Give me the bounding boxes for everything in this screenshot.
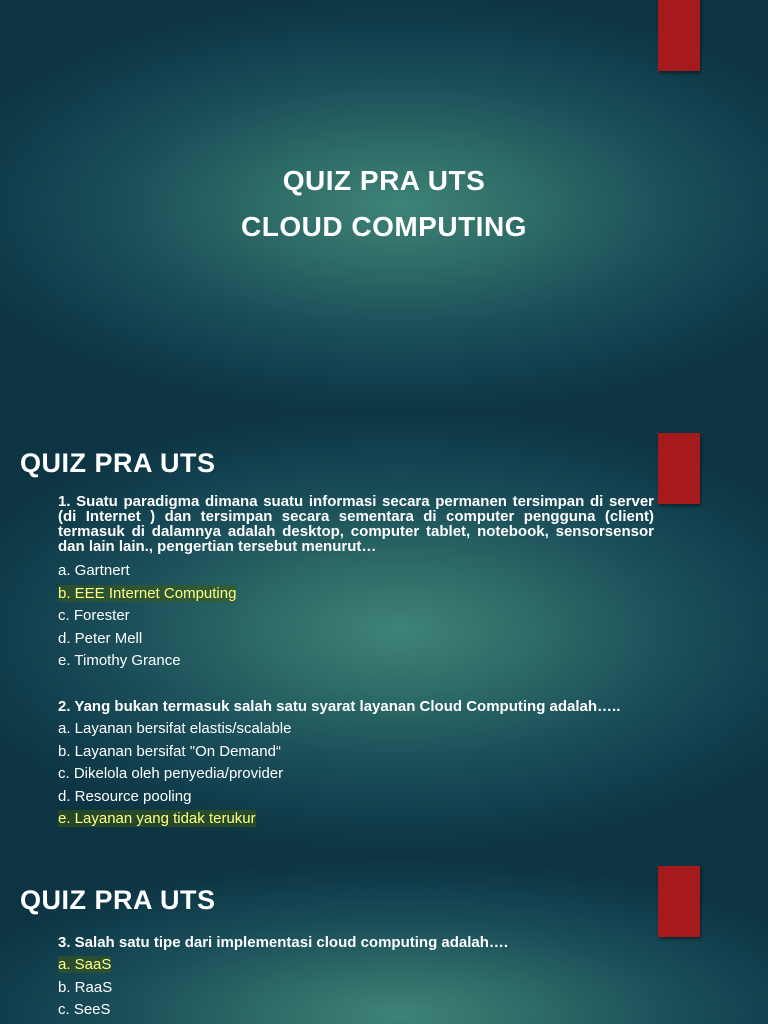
option-e-correct: e. Layanan yang tidak terukur — [58, 810, 256, 828]
slide-heading: QUIZ PRA UTS — [20, 885, 216, 915]
option-a: a. Layanan bersifat elastis/scalable — [58, 719, 292, 737]
question-1-options — [58, 560, 654, 673]
option-a: a. Gartnert — [58, 562, 130, 579]
title-slide — [0, 0, 768, 412]
option-c: c. Dikelola oleh penyedia/provider — [58, 765, 284, 783]
title-line-2: CLOUD COMPUTING — [241, 211, 527, 242]
question-3-options — [58, 954, 654, 1022]
option-a-correct: a. SaaS — [58, 956, 112, 973]
quiz-slide-2 — [0, 849, 768, 1024]
slide-heading: QUIZ PRA UTS — [20, 448, 216, 478]
question-1: 1. Suatu paradigma dimana suatu informasi secara permanen tersimpan di server (di Internet ) dan tersimpan secara sementara di computer pengguna (client) termasuk di dalamnya adalah desktop, computer tablet, notebook, sensorsensor dan lain lain., pengertian tersebut menurut… — [58, 493, 654, 555]
quiz-content — [58, 494, 654, 831]
option-b: b. Layanan bersifat "On Demand“ — [58, 742, 281, 760]
slide-title — [0, 158, 768, 250]
quiz-content — [58, 934, 654, 1022]
quiz-slide-1 — [0, 412, 768, 849]
option-c: c. Forester — [58, 607, 130, 625]
option-e: e. Timothy Grance — [58, 652, 181, 670]
question-3: 3. Salah satu tipe dari implementasi cloud computing adalah…. — [58, 934, 509, 951]
option-b: b. RaaS — [58, 978, 113, 996]
question-2: 2. Yang bukan termasuk salah satu syarat layanan Cloud Computing adalah….. — [58, 697, 621, 715]
title-line-1: QUIZ PRA UTS — [282, 165, 486, 196]
option-b-correct: b. EEE Internet Computing — [58, 584, 237, 602]
option-d: d. Peter Mell — [58, 629, 143, 647]
option-c: c. SeeS — [58, 1001, 111, 1019]
red-accent-bar — [658, 0, 700, 71]
question-2-options — [58, 718, 654, 831]
option-d: d. Resource pooling — [58, 787, 192, 805]
red-accent-bar — [658, 866, 700, 937]
red-accent-bar — [658, 433, 700, 504]
